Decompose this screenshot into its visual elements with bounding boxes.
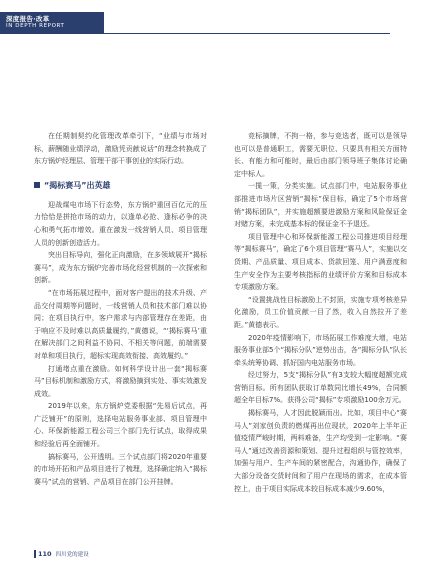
page-number: 110 [38, 550, 52, 558]
paragraph: 竞标摘牌，不拘一格，参与竞选者，既可以是领导也可以是普通职工，需要无职位、只要具有相关方面特长、有能力和可能时，最后由部门领导班子集体讨论确定中标人。 [234, 132, 407, 178]
paragraph: 一揽一策，分类实施。试点部门中，电站服务事业部推进市场片区营销“揭标”保目标，确定了5个市场营销“揭标团队”，并实施超额要进激励方案和风险保证金对赌方案，未完成基本标的保证金不予退还。 [234, 182, 407, 229]
section-heading [34, 180, 207, 191]
publication-name: 四川党的建设 [55, 552, 89, 558]
paragraph: 迎战煤电市场下行态势，东方锅炉重回百亿元的压力恰恰是拼抢市场的动力，以逢单必抢、逢标必争的决心和勇气拓市增效。重在激发一线营销人员、项目管理人员的创新创造活力。 [34, 200, 207, 247]
paragraph: 项目管理中心和环保新能源工程公司推进项目经理等“揭标赛马”，确定了6个项目管理“赛马人”，实施以交货期、产品质量、项目成本、货款回笼、用户满意度和生产安全作为主要考核指标的业绩评价方案和目标成本专项激励方案。 [234, 232, 407, 292]
paragraph: 2019年以来，东方锅炉党委根据“先易后试点，再广泛铺开”的原则，选择电站服务事业部、项目管理中心、环保新能源工程公司三个部门先行试点，取得成果和经验后再全面铺开。 [34, 402, 207, 449]
paragraph: 搞标赛马，公开透明。三个试点部门将2020年重要的市场开拓和产品项目进行了梳理，选择确定纳入“揭标赛马”试点的营销、产品项目在部门公开挂牌。 [34, 452, 207, 486]
header-tag [0, 12, 104, 34]
paragraph: 在任期制契约化管理改革牵引下，“业绩与市场对标，薪酬随业绩浮动，激励凭贡献说话”的理念转换成了东方锅炉经理层、管理干部干事创业的实际行动。 [34, 132, 207, 166]
paragraph: “设置挑战性目标激励上不封顶，实施专项考核差异化激励，员工价值贡献一目了然，收入自然拉开了差距。”黄德表示。 [234, 295, 407, 329]
header-subtitle: IN DEPTH REPORT [6, 23, 65, 29]
paragraph: “在市场拓展过程中，面对客户提出的技术升级、产品交付周期等问题时，一线营销人员和技术部门难以协同；在项目执行中，客户需求与内部管理存在差距，由于响应不及时难以高质量履约，”黄德说，“‘揭标赛马’重在解决部门之间利益不协同、不相关等问题，前端需要对单和项目执行，超标实现高效衔接、高效履约。” [34, 288, 207, 360]
footer-bar-icon [34, 550, 36, 558]
header-title: 深度报告·改革 [6, 15, 50, 23]
left-column [34, 130, 207, 488]
square-bullet-icon [34, 182, 40, 188]
paragraph: 揭标赛马，人才因此脱颖而出。比如，项目中心“赛马人”刘家创负责的燃煤再出位现状，2020年上半年正值疫情严峻时期，两料难备，生产均受到一定影响。“赛马人”通过改善资源和策划、提升过程组织与管控效率，加强与用户、生产车间的紧密配合，沟通协作，确保了大部分设备交货时间和了用户在现场的需求，在成本管控上，由于项目实际成本较目标成本减少9.60%， [234, 409, 407, 493]
paragraph: 经过努力，5支“揭标分队”有3支较大幅度超额完成营销目标。所有团队获取订单数同比增长49%，合同额超全年目标7%。获得公司“揭标”专项激励100余万元。 [234, 371, 407, 405]
right-column [234, 130, 407, 495]
header-divider [104, 33, 390, 34]
page-footer [34, 550, 89, 558]
paragraph: 突出目标导向，强化正向激励，在多领域展开“揭标赛马”，成为东方锅炉完善市场化经营机制的一次探索和创新。 [34, 251, 207, 285]
section-title: “揭标赛马”出英雄 [44, 180, 111, 190]
paragraph: 2020年疫情影响下，市场拓展工作难度大增，电站服务事业部5个“揭标分队”逆势出击，各“揭标分队”队长牵头统筹协调、抓好国内电站服务市场。 [234, 333, 407, 367]
paragraph: 打通堵点重在激励。如何科学设计出一套“揭标赛马”目标机制和激励方式，将激励摘到实处、事实效激发成效。 [34, 364, 207, 398]
